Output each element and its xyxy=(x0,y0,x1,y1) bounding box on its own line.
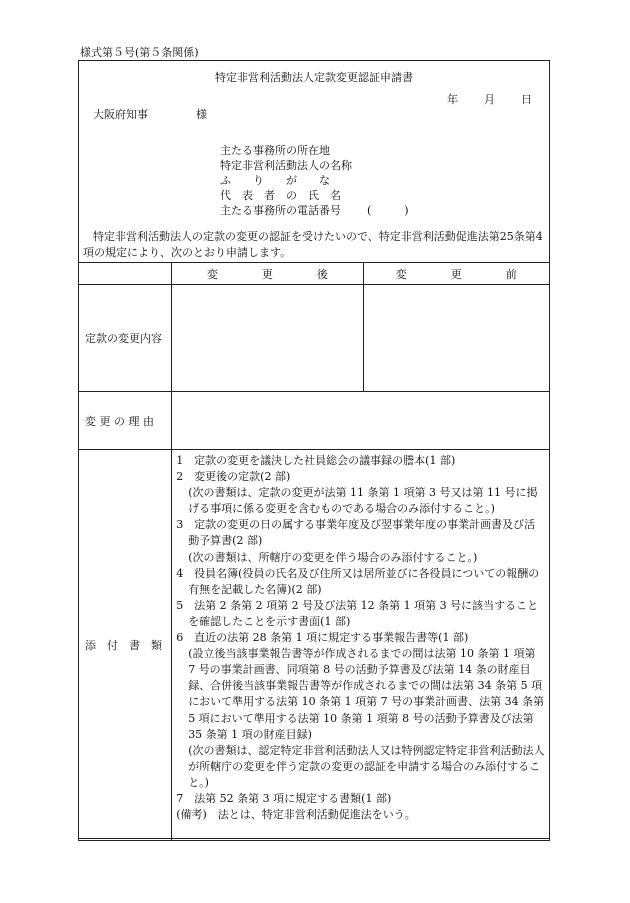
content-before-cell[interactable] xyxy=(363,285,549,392)
list-item: 2 変更後の定款(2 部) xyxy=(176,470,291,484)
sama-label: 様 xyxy=(196,108,207,121)
reason-label: 変 更 の 理 由 xyxy=(79,392,172,450)
intro-text: 特定非営利活動法人の定款の変更の認証を受けたいので、特定非営利活動促進法第25条第4項の規定により、次のとおり申請します。 xyxy=(83,230,543,259)
table-header-row xyxy=(79,263,550,285)
org-name-label: 特定非営利活動法人の名称 xyxy=(220,159,352,172)
phone-parens: ( ) xyxy=(367,204,409,217)
phone-label: 主たる事務所の電話番号 xyxy=(220,204,341,217)
table-row xyxy=(79,285,550,392)
list-item: (次の書類は、認定特定非営利活動法人又は特例認定特定非営利活動法人が所轄庁の変更を伴う定款の変更の認証を申請する場合のみ添付すること。) xyxy=(188,743,545,789)
list-item: 1 定款の変更を議決した社員総会の議事録の謄本(1 部) xyxy=(176,454,456,467)
content-label: 定款の変更内容 xyxy=(79,285,172,392)
list-item: (次の書類は、所轄庁の変更を伴う場合のみ添付すること。) xyxy=(188,550,478,564)
reason-cell[interactable] xyxy=(172,392,550,450)
date-month: 月 xyxy=(484,93,495,106)
list-item: 7 法第 52 条第 3 項に規定する書類(1 部) xyxy=(176,791,392,805)
header-empty xyxy=(79,263,172,285)
furigana-label: ふ り が な xyxy=(220,174,330,187)
application-form xyxy=(78,60,550,839)
office-address-label: 主たる事務所の所在地 xyxy=(220,144,330,157)
phone-row xyxy=(220,202,409,218)
attachments-list xyxy=(172,450,550,841)
addressee xyxy=(93,106,207,122)
date-day: 日 xyxy=(521,93,532,106)
form-title: 特定非営利活動法人定款変更認証申請書 xyxy=(215,71,413,84)
governor-label: 大阪府知事 xyxy=(93,108,148,121)
list-item: (設立後当該事業報告書等が作成されるまでの間は法第 10 条第 1 項第 7 号の事業計画書、同項第 8 号の活動予算書及び法第 14 条の財産目録、合併後当該事業報告書等が作成されるまでの間は法第 34 条第 5 項において準用する法第 10 条第 1 項第 7 号の事業計画書、法第 34 条第 5 項において準用する法第 10 条第 1 項第 8 号の活動予算書及び法第 35 条第 1 項の財産目録) xyxy=(188,647,545,741)
content-after-cell[interactable] xyxy=(172,285,363,392)
list-item: 6 直近の法第 28 条第 1 項に規定する事業報告書等(1 部) xyxy=(176,631,469,645)
list-item: 4 役員名簿(役員の氏名及び住所又は居所並びに各役員についての報酬の有無を記載した名簿)(2 部) xyxy=(176,566,540,596)
form-number: 様式第５号(第５条関係) xyxy=(80,46,199,59)
list-item: (次の書類は、定款の変更が法第 11 条第 1 項第 3 号又は第 11 号に掲げる事項に係る変更を含むものである場合のみ添付すること。) xyxy=(188,486,538,516)
date-line xyxy=(447,91,532,107)
attach-label: 添 付 書 類 xyxy=(79,450,172,841)
list-item: (備考) 法とは、特定非営利活動促進法をいう。 xyxy=(176,808,416,822)
date-year: 年 xyxy=(447,93,458,106)
change-table xyxy=(78,262,550,841)
list-item: 3 定款の変更の日の属する事業年度及び翌事業年度の事業計画書及び活動予算書(2 部) xyxy=(176,518,536,548)
header-after: 変 更 後 xyxy=(172,263,363,285)
table-row xyxy=(79,392,550,450)
representative-label: 代 表 者 の 氏 名 xyxy=(220,189,341,202)
table-row xyxy=(79,450,550,841)
list-item: 5 法第 2 条第 2 項第 2 号及び法第 12 条第 1 項第 3 号に該当することを確認したことを示す書面(1 部) xyxy=(176,598,539,628)
header-before: 変 更 前 xyxy=(363,263,549,285)
